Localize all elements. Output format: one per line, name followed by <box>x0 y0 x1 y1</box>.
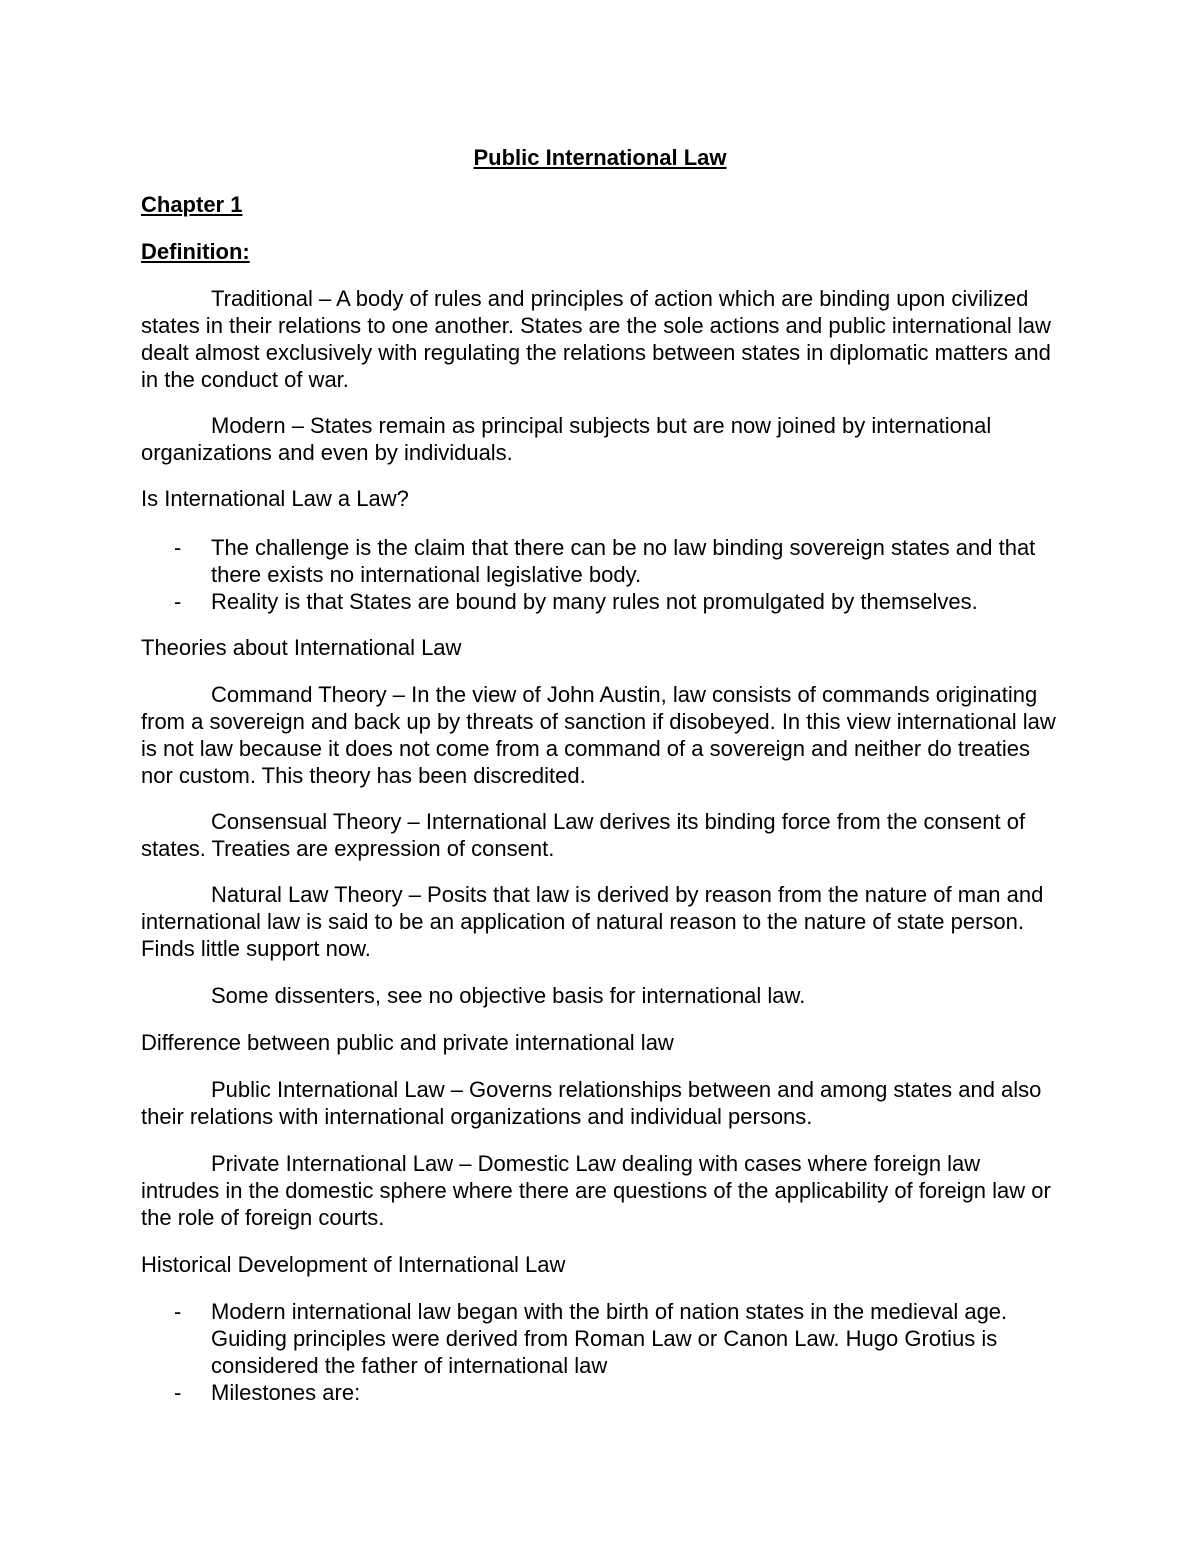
list-item-text: The challenge is the claim that there can be no law binding sovereign states and that there exists no international legislative body. <box>211 535 1036 587</box>
paragraph-consensual-theory: Consensual Theory – International Law derives its binding force from the consent of states. Treaties are expression of consent. <box>141 809 1026 861</box>
paragraph-dissenters: Some dissenters, see no objective basis for international law. <box>211 983 806 1008</box>
list-item-text: Reality is that States are bound by many rules not promulgated by themselves. <box>211 589 978 614</box>
list-item <box>141 534 1061 588</box>
definition-heading: Definition: <box>141 239 250 264</box>
list-item-text: Milestones are: <box>211 1380 361 1405</box>
difference-heading: Difference between public and private international law <box>141 1030 674 1055</box>
list-item-text: Modern international law began with the birth of nation states in the medieval age. Guiding principles were derived from Roman Law or Canon Law. Hugo Grotius is considered the father of international law <box>211 1299 1008 1378</box>
list-item <box>141 588 1061 615</box>
document-title: Public International Law <box>473 145 727 170</box>
bullet-dash: - <box>174 1299 182 1324</box>
list-item <box>141 1379 1061 1406</box>
paragraph-traditional: Traditional – A body of rules and principles of action which are binding upon civilized states in their relations to one another. States are the sole actions and public international law dealt almost exclusively with regulating the relations between states in diplomatic matters and in the conduct of war. <box>141 286 1051 392</box>
historical-heading: Historical Development of International Law <box>141 1252 566 1277</box>
is-law-heading: Is International Law a Law? <box>141 486 409 511</box>
list-item <box>141 1298 1061 1379</box>
theories-heading: Theories about International Law <box>141 635 462 660</box>
bullet-dash: - <box>174 535 182 560</box>
bullet-dash: - <box>174 589 182 614</box>
paragraph-private-international-law: Private International Law – Domestic Law dealing with cases where foreign law intrudes in the domestic sphere where there are questions of the applicability of foreign law or the role of foreign courts. <box>141 1151 1051 1230</box>
paragraph-modern: Modern – States remain as principal subjects but are now joined by international organizations and even by individuals. <box>141 413 992 465</box>
chapter-heading: Chapter 1 <box>141 192 243 217</box>
paragraph-public-international-law: Public International Law – Governs relationships between and among states and also their relations with international organizations and individual persons. <box>141 1077 1042 1129</box>
bullet-dash: - <box>174 1380 182 1405</box>
paragraph-command-theory: Command Theory – In the view of John Austin, law consists of commands originating from a sovereign and back up by threats of sanction if disobeyed. In this view international law is not law because it does not come from a command of a sovereign and neither do treaties nor custom. This theory has been discredited. <box>141 682 1056 788</box>
paragraph-natural-law-theory: Natural Law Theory – Posits that law is derived by reason from the nature of man and international law is said to be an application of natural reason to the nature of state person. Finds little support now. <box>141 882 1044 961</box>
